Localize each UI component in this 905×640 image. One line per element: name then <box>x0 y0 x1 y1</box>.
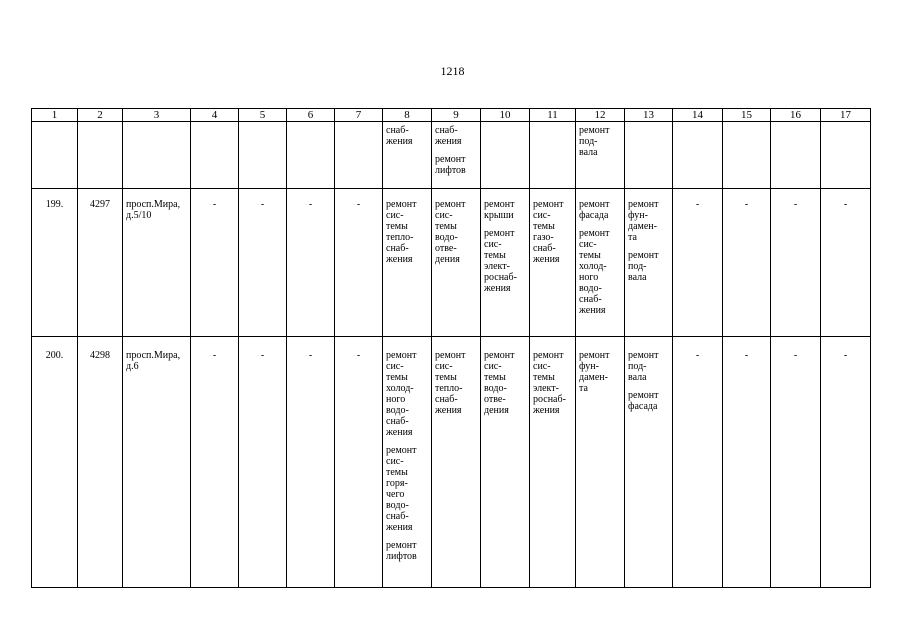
table-cell-col-9 <box>432 189 481 337</box>
table-cell-col-13 <box>625 189 673 337</box>
table-cell-col-1 <box>32 189 78 337</box>
cell-text: - <box>260 350 265 361</box>
table-cell-col-9 <box>432 122 481 189</box>
header-cell: 6 <box>287 109 335 122</box>
table-cell-col-9 <box>432 337 481 588</box>
table-cell-col-5 <box>239 122 287 189</box>
table-cell-col-4 <box>191 337 239 588</box>
cell-entry: ремонт сис- темы тепло- снаб- жения <box>435 350 466 416</box>
cell-entry: ремонт крыши <box>484 199 515 221</box>
cell-entry: ремонт сис- темы водо- отве- дения <box>484 350 515 416</box>
header-cell: 12 <box>576 109 625 122</box>
cell-text: - <box>260 199 265 210</box>
table-cell-col-3 <box>123 337 191 588</box>
table-cell-col-13 <box>625 337 673 588</box>
table-cell-col-7 <box>335 189 383 337</box>
cell-text: - <box>744 199 749 210</box>
table-cell-col-14 <box>673 337 723 588</box>
cell-text: - <box>308 350 313 361</box>
header-cell: 13 <box>625 109 673 122</box>
table-cell-col-3 <box>123 122 191 189</box>
table-cell-col-5 <box>239 189 287 337</box>
cell-entry: ремонт сис- темы элект- роснаб- жения <box>484 228 517 294</box>
cell-entry: снаб- жения <box>386 125 413 147</box>
table-cell-col-1 <box>32 337 78 588</box>
cell-text: - <box>212 199 217 210</box>
header-cell: 15 <box>723 109 771 122</box>
header-cell: 16 <box>771 109 821 122</box>
header-cell: 8 <box>383 109 432 122</box>
cell-entry: снаб- жения <box>435 125 462 147</box>
cell-text: 4297 <box>90 199 110 210</box>
cell-text: - <box>308 199 313 210</box>
header-cell: 11 <box>530 109 576 122</box>
cell-text: - <box>744 350 749 361</box>
table-cell-col-17 <box>821 122 871 189</box>
table-cell-col-6 <box>287 189 335 337</box>
table-cell-col-3 <box>123 189 191 337</box>
table-cell-col-8 <box>383 122 432 189</box>
table-cell-col-11 <box>530 122 576 189</box>
table-cell-col-17 <box>821 337 871 588</box>
header-cell: 17 <box>821 109 871 122</box>
cell-text: 200. <box>45 350 64 361</box>
repair-schedule-table <box>31 108 871 588</box>
table-cell-col-1 <box>32 122 78 189</box>
table-cell-col-7 <box>335 122 383 189</box>
table-cell-col-6 <box>287 337 335 588</box>
cell-entry: ремонт под- вала <box>628 350 659 383</box>
cell-text: - <box>793 350 798 361</box>
table-cell-col-14 <box>673 122 723 189</box>
cell-entry: ремонт сис- темы элект- роснаб- жения <box>533 350 566 416</box>
header-cell: 14 <box>673 109 723 122</box>
table-row <box>32 337 871 588</box>
table-cell-col-6 <box>287 122 335 189</box>
header-cell: 7 <box>335 109 383 122</box>
table-cell-col-16 <box>771 189 821 337</box>
table-cell-col-5 <box>239 337 287 588</box>
table-cell-col-12 <box>576 337 625 588</box>
header-row <box>32 109 871 122</box>
header-cell: 2 <box>78 109 123 122</box>
page-number: 1218 <box>440 64 465 78</box>
cell-entry: ремонт лифтов <box>435 154 466 176</box>
cell-text: 4298 <box>90 350 110 361</box>
table-cell-col-17 <box>821 189 871 337</box>
table-cell-col-4 <box>191 189 239 337</box>
cell-entry: ремонт фун- дамен- та <box>628 199 659 243</box>
table-cell-col-2 <box>78 122 123 189</box>
table-cell-col-7 <box>335 337 383 588</box>
table-cell-col-8 <box>383 189 432 337</box>
table-cell-col-12 <box>576 189 625 337</box>
cell-entry: ремонт сис- темы тепло- снаб- жения <box>386 199 417 265</box>
table-cell-col-8 <box>383 337 432 588</box>
cell-entry: ремонт лифтов <box>386 540 417 562</box>
table-cell-col-11 <box>530 189 576 337</box>
cell-entry: ремонт сис- темы горя- чего водо- снаб- жения <box>386 445 417 533</box>
table-row <box>32 122 871 189</box>
cell-text: просп.Мира, д.5/10 <box>126 199 181 221</box>
cell-text: просп.Мира, д.6 <box>126 350 181 372</box>
cell-text: - <box>695 350 700 361</box>
header-cell: 9 <box>432 109 481 122</box>
cell-text: - <box>356 199 361 210</box>
table-cell-col-11 <box>530 337 576 588</box>
header-cell: 3 <box>123 109 191 122</box>
header-cell: 4 <box>191 109 239 122</box>
cell-entry: ремонт под- вала <box>579 125 610 158</box>
table-cell-col-4 <box>191 122 239 189</box>
cell-text: - <box>695 199 700 210</box>
table-cell-col-10 <box>481 337 530 588</box>
cell-text: - <box>843 350 848 361</box>
table-cell-col-10 <box>481 122 530 189</box>
cell-text: - <box>793 199 798 210</box>
header-cell: 1 <box>32 109 78 122</box>
cell-text: - <box>212 350 217 361</box>
cell-entry: ремонт сис- темы газо- снаб- жения <box>533 199 564 265</box>
table-cell-col-16 <box>771 122 821 189</box>
header-cell: 10 <box>481 109 530 122</box>
table-row <box>32 189 871 337</box>
table-cell-col-10 <box>481 189 530 337</box>
table-cell-col-14 <box>673 189 723 337</box>
table-cell-col-15 <box>723 337 771 588</box>
cell-entry: ремонт фасада <box>579 199 610 221</box>
cell-entry: ремонт фасада <box>628 390 659 412</box>
cell-text: 199. <box>45 199 64 210</box>
cell-entry: ремонт сис- темы холод- ного водо- снаб- жения <box>386 350 417 438</box>
table-cell-col-15 <box>723 189 771 337</box>
cell-entry: ремонт сис- темы водо- отве- дения <box>435 199 466 265</box>
header-cell: 5 <box>239 109 287 122</box>
cell-text: - <box>356 350 361 361</box>
table-cell-col-12 <box>576 122 625 189</box>
cell-text: - <box>843 199 848 210</box>
table-cell-col-15 <box>723 122 771 189</box>
cell-entry: ремонт фун- дамен- та <box>579 350 610 394</box>
table-cell-col-2 <box>78 189 123 337</box>
table-cell-col-2 <box>78 337 123 588</box>
table-cell-col-16 <box>771 337 821 588</box>
cell-entry: ремонт сис- темы холод- ного водо- снаб- жения <box>579 228 610 316</box>
table-cell-col-13 <box>625 122 673 189</box>
cell-entry: ремонт под- вала <box>628 250 659 283</box>
